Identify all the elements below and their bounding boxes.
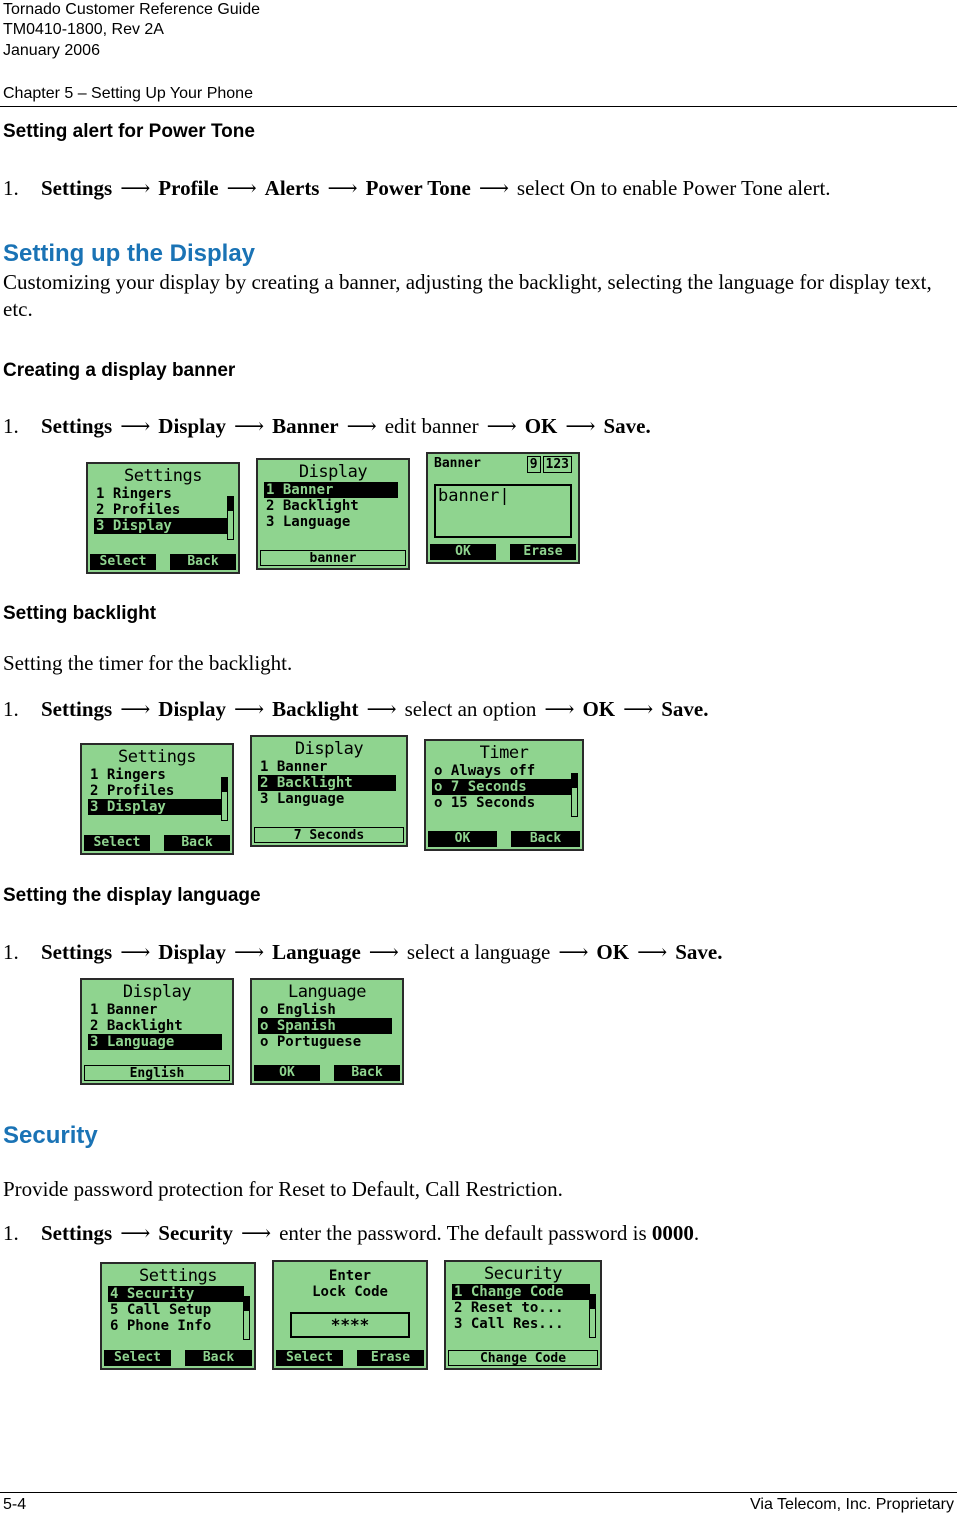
menu-line-selected: 1 Banner: [264, 482, 398, 498]
step-ok: OK: [596, 940, 630, 964]
arrow-icon: ⟶: [366, 697, 397, 721]
doc-number: TM0410-1800, Rev 2A: [3, 21, 164, 38]
display-screen: [250, 735, 408, 847]
step-alerts: Alerts: [264, 176, 320, 200]
step-settings: Settings: [41, 697, 113, 721]
step-profile: Profile: [158, 176, 219, 200]
menu-line: 1 Banner: [90, 1002, 158, 1018]
step-display: Display: [158, 940, 226, 964]
menu-line: 1 Ringers: [90, 767, 166, 783]
softkey-left: Select: [84, 835, 150, 851]
security-screens: [100, 1260, 602, 1370]
language-step: [3, 940, 722, 965]
status-bar: banner: [260, 550, 406, 566]
arrow-icon: ⟶: [233, 414, 265, 438]
backlight-step: [3, 697, 709, 722]
arrow-icon: ⟶: [486, 414, 517, 438]
status-bar: Change Code: [448, 1350, 598, 1366]
step-select: select a language: [406, 940, 551, 964]
menu-line: 5 Call Setup: [110, 1302, 212, 1318]
timer-screen: [424, 739, 584, 851]
scrollbar: [243, 1296, 250, 1340]
chapter-title: Chapter 5 – Setting Up Your Phone: [3, 85, 253, 102]
step-settings: Settings: [41, 414, 113, 438]
doc-title: Tornado Customer Reference Guide: [3, 1, 261, 18]
menu-line: 2 Reset to...: [454, 1300, 564, 1316]
step-select: select an option: [404, 697, 537, 721]
step-save: Save.: [675, 940, 723, 964]
softkey-left: Select: [90, 554, 156, 570]
softkey-right: Back: [185, 1350, 252, 1366]
banner-screens: [86, 452, 580, 574]
softkey-right: Back: [511, 831, 580, 847]
security-step: [3, 1221, 699, 1246]
arrow-icon: ⟶: [368, 940, 399, 964]
step-display: Display: [158, 697, 226, 721]
screen-title: Language: [288, 982, 366, 1002]
menu-line: 6 Phone Info: [110, 1318, 212, 1334]
scrollbar: [589, 1294, 596, 1338]
step-display: Display: [158, 414, 226, 438]
step-rest: select On to enable Power Tone alert.: [516, 176, 831, 200]
security-screen: [444, 1260, 602, 1370]
arrow-icon: ⟶: [544, 697, 575, 721]
softkey-left: OK: [428, 831, 497, 847]
settings-screen: [86, 462, 240, 574]
arrow-icon: ⟶: [233, 940, 265, 964]
step-end: .: [693, 1221, 700, 1245]
step-settings: Settings: [41, 940, 113, 964]
screen-title: Settings: [118, 747, 196, 767]
input-mode: 123: [543, 456, 572, 473]
banner-step: [3, 414, 651, 439]
settings-screen: [100, 1262, 256, 1370]
language-heading: Setting the display language: [3, 885, 261, 906]
arrow-icon: ⟶: [226, 176, 257, 200]
menu-line-selected: 2 Backlight: [258, 775, 396, 791]
menu-line: 1 Ringers: [96, 486, 172, 502]
banner-heading: Creating a display banner: [3, 360, 236, 381]
display-intro: Customizing your display by creating a banner, adjusting the backlight, selecting the language for display text, etc.: [3, 270, 932, 321]
security-intro: Provide password protection for Reset to Default, Call Restriction.: [3, 1177, 563, 1201]
softkey-right: Back: [334, 1065, 400, 1081]
step-save: Save.: [603, 414, 651, 438]
softkey-right: Back: [170, 554, 236, 570]
option-line: o English: [258, 1002, 392, 1018]
menu-line: 2 Backlight: [266, 498, 359, 514]
arrow-icon: ⟶: [327, 176, 358, 200]
step-banner: Banner: [272, 414, 339, 438]
display-screen: [80, 978, 234, 1085]
menu-line-selected: 1 Change Code: [452, 1284, 590, 1300]
step-security: Security: [158, 1221, 233, 1245]
arrow-icon: ⟶: [233, 697, 265, 721]
arrow-icon: ⟶: [623, 697, 654, 721]
scrollbar: [221, 777, 228, 821]
display-screen: [256, 458, 410, 570]
menu-line: 3 Language: [260, 791, 345, 807]
menu-line-selected: 3 Display: [88, 799, 222, 815]
password-field: ****: [290, 1312, 410, 1338]
page-number: 5-4: [3, 1496, 27, 1513]
screen-title: Display: [294, 739, 364, 759]
step-save: Save.: [661, 697, 709, 721]
step-edit: edit banner: [384, 414, 479, 438]
char-count: 9: [527, 456, 541, 473]
lock-code-screen: [272, 1260, 428, 1370]
arrow-icon: ⟶: [120, 1221, 151, 1245]
step-backlight: Backlight: [272, 697, 359, 721]
step-number: 1.: [3, 414, 19, 438]
screen-title-line1: Enter: [328, 1268, 372, 1284]
security-heading: Security: [3, 1122, 98, 1149]
banner-input: banner|: [434, 484, 572, 538]
menu-line: 3 Language: [266, 514, 351, 530]
menu-line: 2 Profiles: [90, 783, 175, 799]
step-number: 1.: [3, 940, 19, 964]
status-bar: English: [84, 1065, 230, 1081]
arrow-icon: ⟶: [120, 414, 151, 438]
screen-title: Display: [298, 462, 368, 482]
banner-edit-screen: [426, 452, 580, 564]
step-number: 1.: [3, 697, 19, 721]
arrow-icon: ⟶: [240, 1221, 272, 1245]
language-screens: [80, 978, 404, 1085]
softkey-right: Erase: [510, 544, 576, 560]
arrow-icon: ⟶: [346, 414, 377, 438]
option-line: o 15 Seconds: [432, 795, 572, 811]
proprietary-notice: Via Telecom, Inc. Proprietary: [750, 1496, 954, 1513]
softkey-right: Erase: [357, 1350, 424, 1366]
language-screen: [250, 978, 404, 1085]
menu-line: 3 Call Res...: [454, 1316, 564, 1332]
display-heading: Setting up the Display: [3, 240, 256, 267]
footer-rule: [0, 1492, 957, 1493]
scrollbar: [227, 496, 234, 540]
doc-date: January 2006: [3, 42, 100, 59]
arrow-icon: ⟶: [478, 176, 509, 200]
step-power-tone: Power Tone: [365, 176, 471, 200]
softkey-left: Select: [104, 1350, 171, 1366]
option-line: o Always off: [432, 763, 572, 779]
option-line-selected: o 7 Seconds: [432, 779, 572, 795]
arrow-icon: ⟶: [558, 940, 589, 964]
status-bar: 7 Seconds: [254, 827, 404, 843]
arrow-icon: ⟶: [565, 414, 596, 438]
step-settings: Settings: [41, 1221, 113, 1245]
menu-line-selected: 3 Display: [94, 518, 228, 534]
softkey-right: Back: [164, 835, 230, 851]
menu-line-selected: 3 Language: [88, 1034, 222, 1050]
option-line: o Portuguese: [258, 1034, 392, 1050]
backlight-heading: Setting backlight: [3, 603, 157, 624]
step-enter: enter the password. The default password is: [279, 1221, 647, 1245]
screen-label: Banner: [434, 456, 481, 471]
scrollbar: [571, 773, 578, 817]
arrow-icon: ⟶: [120, 697, 151, 721]
backlight-screens: [80, 735, 584, 855]
screen-title: Security: [484, 1264, 562, 1284]
screen-title: Settings: [124, 466, 202, 486]
menu-line: 1 Banner: [260, 759, 328, 775]
step-settings: Settings: [41, 176, 113, 200]
step-language: Language: [272, 940, 361, 964]
arrow-icon: ⟶: [120, 940, 151, 964]
menu-line-selected: 4 Security: [108, 1286, 244, 1302]
option-line-selected: o Spanish: [258, 1018, 392, 1034]
header-rule: [0, 106, 957, 107]
step-number: 1.: [3, 1221, 19, 1245]
softkey-left: Select: [276, 1350, 343, 1366]
step-number: 1.: [3, 176, 19, 200]
softkey-left: OK: [254, 1065, 320, 1081]
step-ok: OK: [524, 414, 558, 438]
settings-screen: [80, 743, 234, 855]
arrow-icon: ⟶: [637, 940, 668, 964]
arrow-icon: ⟶: [120, 176, 151, 200]
screen-title: Settings: [139, 1266, 217, 1286]
default-password: 0000: [651, 1221, 694, 1245]
screen-title-line2: Lock Code: [312, 1284, 388, 1300]
menu-line: 2 Profiles: [96, 502, 181, 518]
power-tone-heading: Setting alert for Power Tone: [3, 121, 255, 142]
menu-line: 2 Backlight: [90, 1018, 183, 1034]
screen-title: Timer: [479, 743, 529, 763]
backlight-intro: Setting the timer for the backlight.: [3, 651, 293, 675]
softkey-left: OK: [430, 544, 496, 560]
step-ok: OK: [582, 697, 616, 721]
power-tone-step: [3, 176, 831, 201]
screen-title: Display: [122, 982, 192, 1002]
